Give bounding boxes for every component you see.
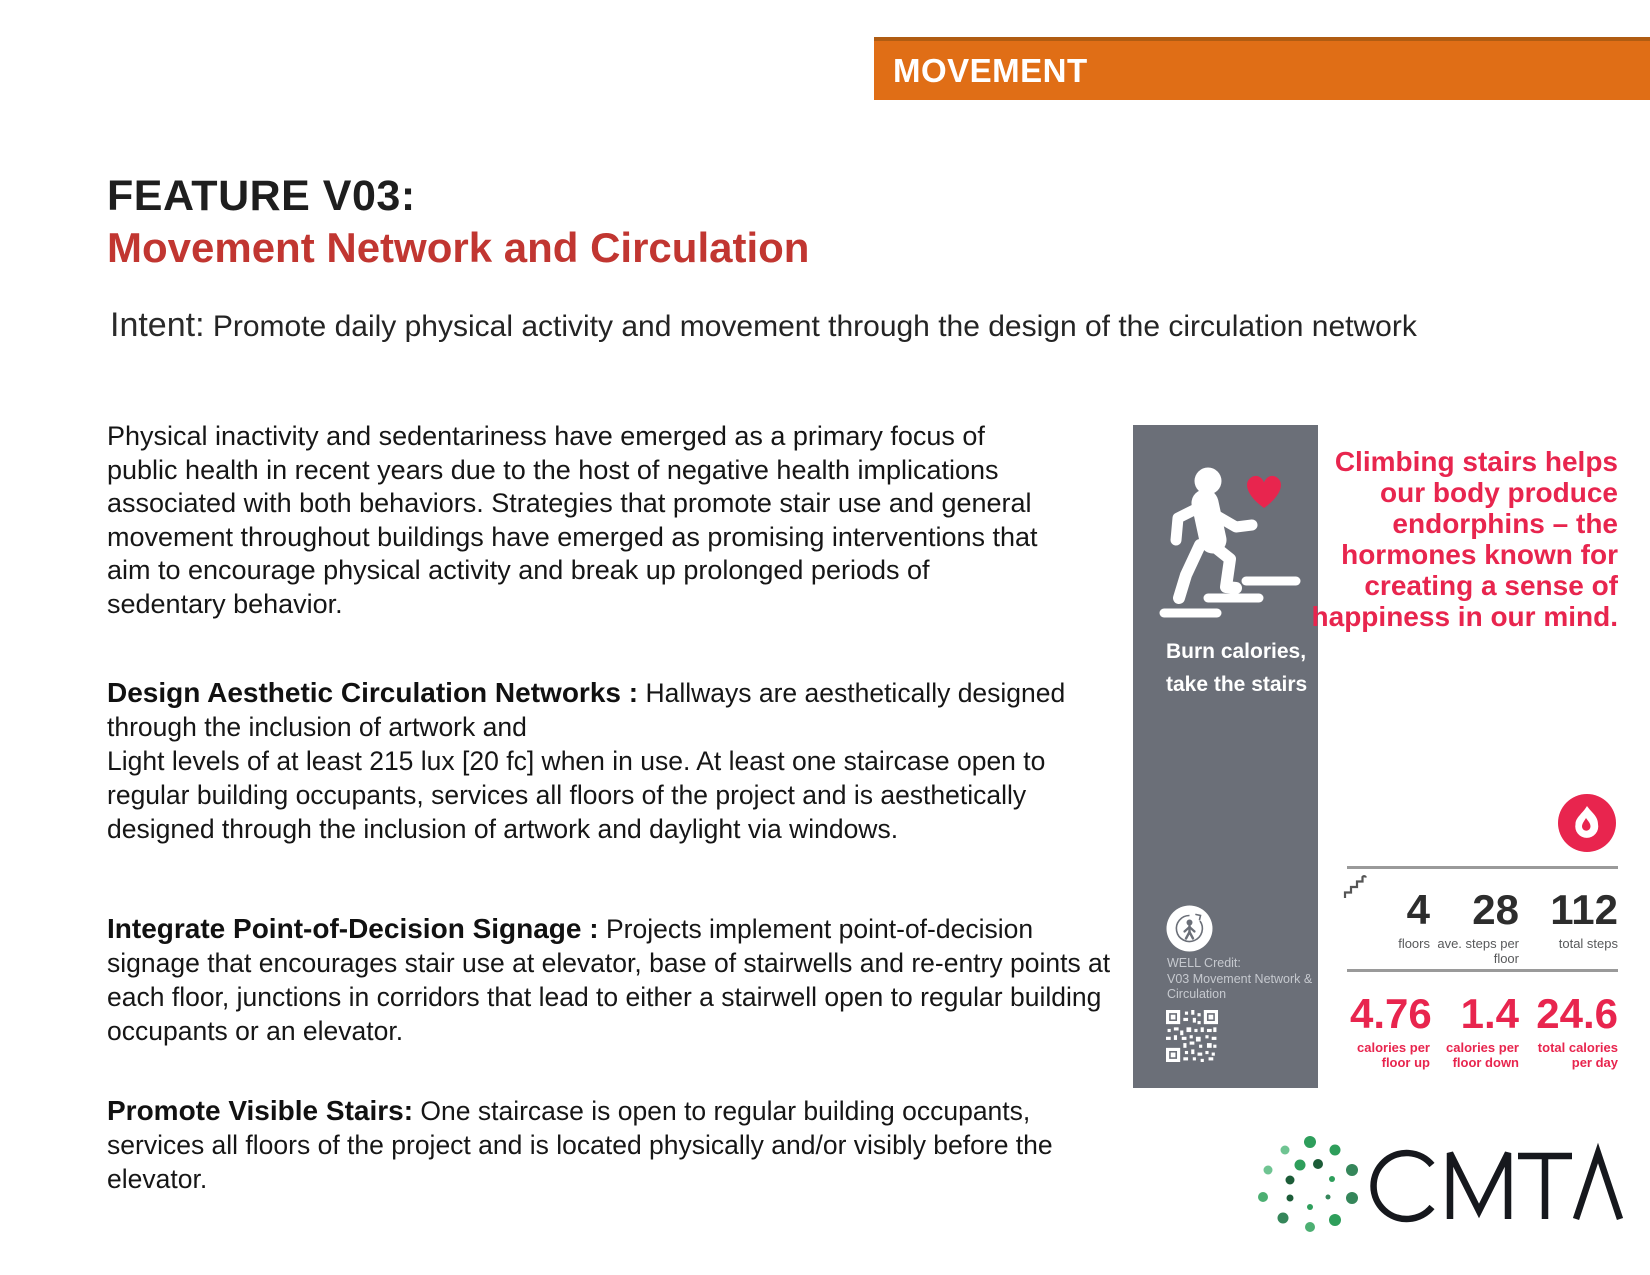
well-credit-text: WELL Credit: V03 Movement Network & Circulation [1167,956,1313,1001]
stat-ave-steps [1437,888,1519,966]
design-text-1: Hallways are aesthetically designed through the inclusion of artwork and [107,678,1066,742]
stat-label: ave. steps per floor [1437,936,1519,966]
flame-icon [1558,794,1616,852]
stats-calories-row [1350,992,1618,1070]
stat-label: floors [1398,936,1430,951]
stat-calories-up [1350,992,1430,1070]
intent-paragraph [110,300,1440,352]
heart-icon [1247,476,1281,508]
cmta-logo [1246,1122,1626,1240]
cmta-logo-letters [1374,1153,1620,1219]
stairs-section [107,1094,1072,1196]
design-text-2: Light levels of at least 215 lux [20 fc] when in use. At least one staircase open to regular building occupants, services all floors of the project and is aesthetically designed through the inclusion of artwork and daylight via windows. [107,746,1046,844]
stat-floors [1350,888,1430,966]
feature-subtitle: Movement Network and Circulation [107,224,810,271]
stat-label: total calories per day [1537,1040,1618,1070]
movement-banner [874,37,1650,100]
stats-steps-row [1350,888,1618,966]
stat-value: 1.4 [1460,990,1519,1037]
design-section [107,676,1067,846]
intent-text: Promote daily physical activity and movement through the design of the circulation network [212,310,1417,343]
stat-value: 28 [1472,886,1519,933]
signage-heading: Integrate Point-of-Decision Signage : [107,913,599,944]
intent-label: Intent: [110,306,205,344]
stat-total-calories [1526,992,1618,1070]
stat-label: total steps [1558,936,1618,951]
stat-calories-down [1437,992,1519,1070]
stat-value: 112 [1550,886,1618,933]
cmta-logo-dots [1258,1136,1358,1232]
well-movement-icon [1166,905,1213,952]
qr-code [1166,1010,1218,1062]
stat-value: 4 [1406,886,1430,933]
climbing-stairs-callout: Climbing stairs helps our body produce endorphins – the hormones known for creating a sense of happiness in our mind. [1311,446,1618,632]
stat-total-steps [1526,888,1618,966]
signage-text: Projects implement point-of-decision signage that encourages stair use at elevator, base of stairwells and re-entry points at each floor, junctions in corridors that lead to either a stairwell open to regular building occupants or an elevator. [107,914,1111,1046]
burn-calories-text: Burn calories, take the stairs [1166,640,1308,696]
stairs-text: One staircase is open to regular building occupants, services all floors of the project and is located physically and/or visibly before the elevator. [107,1096,1053,1194]
feature-title: FEATURE V03: [107,172,416,220]
stat-value: 24.6 [1536,990,1618,1037]
stairs-heading: Promote Visible Stairs: [107,1095,414,1126]
stat-label: calories per floor up [1357,1040,1430,1070]
intro-paragraph: Physical inactivity and sedentariness have emerged as a primary focus of public health in recent years due to the host of negative health implications associated with both behaviors. Strategies that promote stair use and general movement throughout buildings have emerged as promising interventions that aim to encourage physical activity and break up prolonged periods of sedentary behavior. [107,421,1038,619]
stats-divider-top [1347,866,1618,869]
stat-label: calories per floor down [1446,1040,1519,1070]
design-heading: Design Aesthetic Circulation Networks : [107,677,639,708]
banner-label: MOVEMENT [893,51,1088,89]
signage-section [107,912,1125,1048]
stats-divider-bottom [1347,969,1618,972]
stat-value: 4.76 [1350,990,1432,1037]
